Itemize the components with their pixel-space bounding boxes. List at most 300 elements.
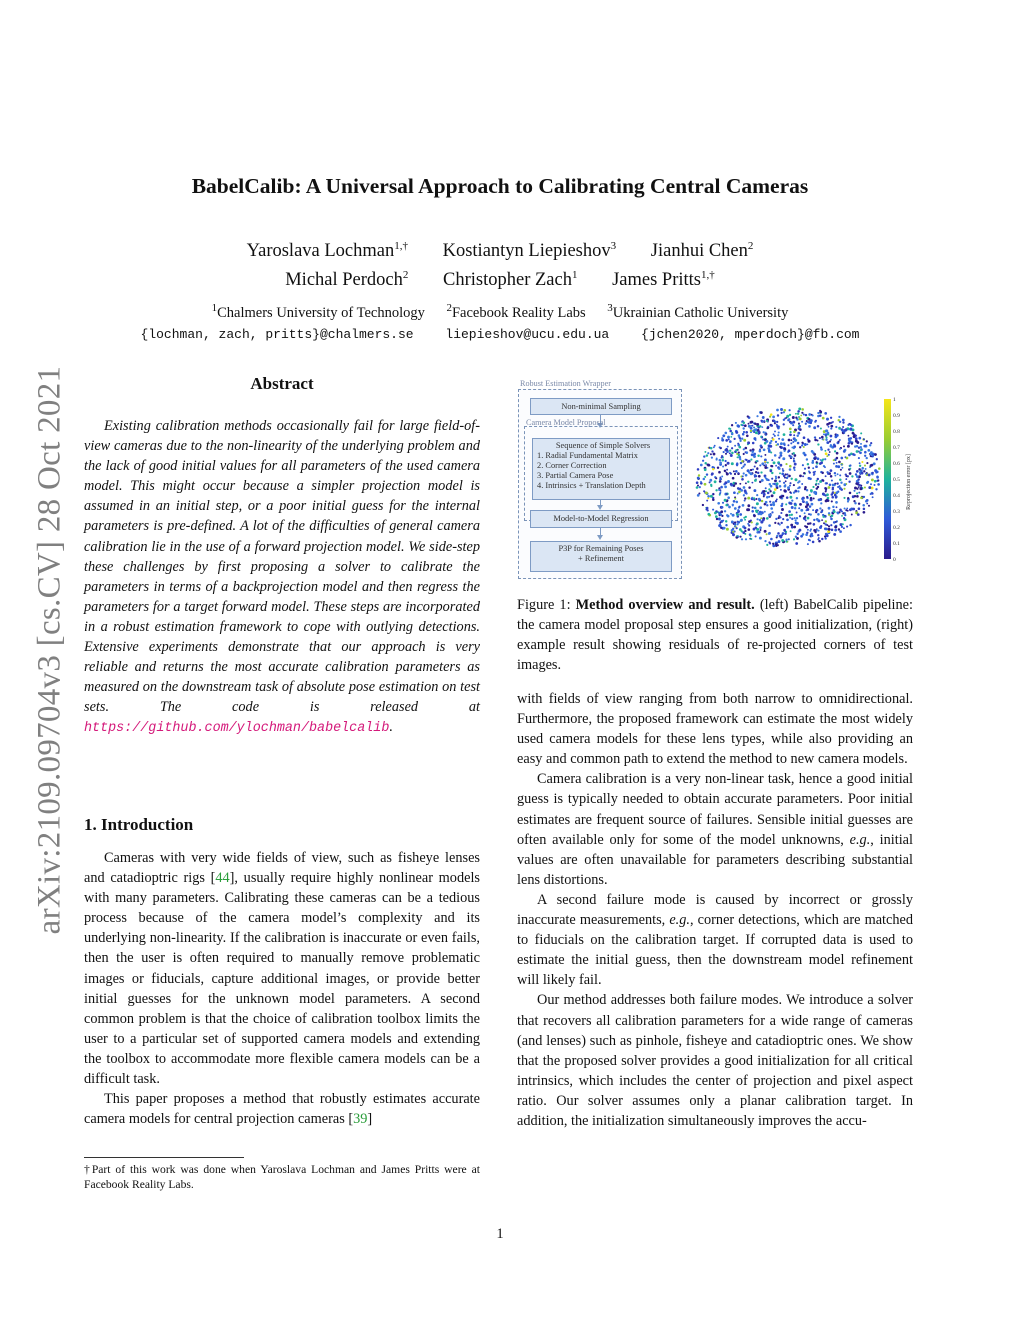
residual-point	[790, 431, 792, 433]
colorbar-ticks	[893, 397, 900, 563]
residual-point	[778, 467, 781, 470]
residual-point	[721, 475, 723, 477]
residual-point	[747, 504, 750, 507]
residual-point	[794, 439, 797, 442]
residual-point	[706, 473, 708, 475]
residual-point	[771, 459, 773, 461]
residual-point	[715, 489, 717, 491]
residual-point	[777, 443, 779, 445]
residual-point	[761, 462, 764, 465]
residual-point	[742, 433, 745, 436]
residual-point	[861, 472, 864, 475]
residual-point	[747, 528, 750, 531]
residual-point	[870, 493, 872, 495]
residual-point	[819, 411, 822, 414]
residual-point	[836, 506, 838, 508]
residual-point	[744, 530, 746, 532]
residual-point	[848, 480, 850, 482]
residual-point	[783, 433, 786, 436]
residual-point	[844, 456, 846, 458]
residual-point	[849, 423, 851, 425]
residual-point	[858, 492, 860, 494]
residual-point	[799, 446, 801, 448]
residual-point	[801, 408, 804, 411]
residual-point	[775, 441, 777, 443]
residual-point	[828, 525, 830, 527]
residual-point	[877, 479, 879, 481]
residual-point	[704, 476, 706, 478]
residual-point	[878, 467, 881, 470]
residual-point	[731, 447, 733, 449]
residual-point	[843, 483, 846, 486]
residual-point	[755, 526, 758, 529]
residual-point	[843, 488, 845, 490]
residual-point	[833, 510, 836, 513]
residual-point	[770, 413, 773, 416]
residual-point	[740, 536, 742, 538]
residual-point	[714, 480, 717, 483]
residual-point	[825, 490, 827, 492]
residual-point	[802, 533, 805, 536]
residual-point	[807, 529, 809, 531]
residual-point	[866, 457, 868, 459]
residual-point	[823, 522, 825, 524]
residual-point	[817, 425, 820, 428]
residual-point	[804, 454, 807, 457]
residual-point	[755, 535, 757, 537]
residual-point	[725, 453, 727, 455]
residual-point	[789, 496, 792, 499]
residual-point	[794, 463, 797, 466]
residual-point	[792, 416, 795, 419]
paragraph: Camera calibration is a very non-linear task, hence a good initial guess is typically needed to obtain accurate parameters. Poor initial estimates are frequent source of failures. Sensible initial guesses are often available only for some of the model unknowns, e.g., initial values are often unavailable for parameters describing substantial lens distortions.	[517, 771, 913, 888]
residual-point	[766, 517, 769, 520]
residual-point	[837, 473, 839, 475]
residual-point	[807, 421, 809, 423]
residual-point	[711, 457, 713, 459]
residual-point	[733, 500, 736, 503]
residual-point	[789, 433, 792, 436]
residual-point	[746, 435, 749, 438]
residual-point	[817, 443, 819, 445]
residual-point	[743, 439, 746, 442]
residual-point	[760, 455, 762, 457]
residual-point	[824, 458, 826, 460]
residual-point	[829, 440, 831, 442]
residual-point	[825, 528, 828, 531]
residual-point	[808, 539, 810, 541]
residual-point	[765, 434, 767, 436]
residual-point	[819, 414, 822, 417]
residual-point	[790, 442, 792, 444]
residual-point	[700, 464, 703, 467]
residual-point	[867, 449, 870, 452]
residual-point	[866, 503, 868, 505]
residual-point	[797, 410, 800, 413]
residual-point	[859, 487, 862, 490]
residual-point	[865, 473, 867, 475]
residual-point	[826, 493, 829, 496]
residual-point	[860, 446, 862, 448]
residual-point	[839, 474, 841, 476]
residual-point	[794, 507, 796, 509]
arxiv-identifier: arXiv:2109.09704v3 [cs.CV] 28 Oct 2021	[31, 365, 68, 935]
residual-point	[766, 533, 768, 535]
residual-point	[788, 510, 791, 513]
proposal-label: Camera Model Proposal	[526, 418, 606, 427]
residual-point	[841, 515, 843, 517]
residual-point	[764, 454, 766, 456]
residual-point	[819, 437, 821, 439]
residual-point	[834, 526, 837, 529]
residual-point	[776, 424, 778, 426]
residual-point	[723, 527, 726, 530]
residual-point	[745, 482, 747, 484]
residual-point	[764, 511, 766, 513]
scatter-points	[696, 407, 881, 547]
residual-point	[821, 472, 823, 474]
residual-point	[793, 484, 795, 486]
residual-point	[697, 484, 699, 486]
residual-point	[703, 478, 706, 481]
residual-point	[790, 439, 792, 441]
residual-point	[724, 499, 727, 502]
residual-point	[830, 439, 832, 441]
residual-point	[801, 444, 803, 446]
colorbar-tick-label: 0.5	[893, 477, 900, 483]
residual-point	[730, 454, 733, 457]
residual-point	[726, 450, 729, 453]
residual-point	[718, 471, 721, 474]
residual-point	[863, 508, 866, 511]
residual-point	[790, 502, 793, 505]
residual-point	[774, 454, 777, 457]
residual-point	[817, 538, 819, 540]
residual-point	[813, 471, 815, 473]
affiliation: $^1$Chalmers University of Technology	[211, 302, 425, 321]
residual-point	[794, 517, 796, 519]
residual-point	[778, 431, 780, 433]
residual-point	[804, 512, 806, 514]
residual-point	[711, 472, 714, 475]
residual-point	[750, 472, 753, 475]
residual-point	[828, 426, 830, 428]
residual-point	[821, 436, 824, 439]
residual-point	[825, 436, 827, 438]
residual-point	[712, 493, 714, 495]
residual-point	[796, 497, 798, 499]
residual-point	[750, 538, 752, 540]
residual-point	[846, 526, 848, 528]
residual-point	[789, 517, 791, 519]
residual-point	[729, 430, 732, 433]
residual-point	[780, 442, 783, 445]
residual-point	[771, 478, 773, 480]
residual-point	[722, 465, 724, 467]
residual-point	[807, 444, 809, 446]
citation-link[interactable]: 39	[353, 1111, 368, 1128]
residual-point	[791, 478, 793, 480]
residual-point	[802, 475, 804, 477]
residual-point	[845, 478, 847, 480]
residual-point	[726, 528, 729, 531]
residual-point	[729, 449, 731, 451]
residual-point	[813, 519, 815, 521]
residual-point	[861, 461, 863, 463]
residual-point	[827, 449, 829, 451]
residual-point	[856, 475, 859, 478]
residual-point	[790, 422, 793, 425]
residual-point	[738, 521, 741, 524]
residual-point	[796, 435, 798, 437]
residual-point	[759, 481, 761, 483]
residual-point	[766, 504, 768, 506]
residual-point	[802, 464, 804, 466]
residual-point	[741, 538, 743, 540]
residual-point	[758, 498, 761, 501]
paragraph: A second failure mode is caused by incorrect or grossly inaccurate measurements, e.g., corner detections, which are matched to fiducials on the calibration target. If corrupted data is used to estimate the initial guess, then the downstream model refinement will likely fail.	[517, 891, 914, 989]
residual-point	[835, 426, 837, 428]
residual-point	[770, 470, 773, 473]
colorbar-tick-label: 0.8	[893, 429, 900, 435]
residual-point	[765, 432, 767, 434]
residual-point	[766, 496, 769, 499]
residual-point	[814, 458, 817, 461]
residual-point	[774, 422, 776, 424]
residual-point	[817, 486, 819, 488]
residual-point	[731, 424, 733, 426]
residual-point	[805, 423, 807, 425]
residual-point	[842, 512, 844, 514]
residual-point	[760, 471, 762, 473]
residual-point	[843, 450, 846, 453]
residual-point	[820, 525, 822, 527]
residual-point	[750, 430, 752, 432]
page-number: 1	[496, 1226, 504, 1242]
pipeline-diagram	[518, 379, 682, 579]
residual-point	[825, 452, 828, 455]
residual-point	[743, 486, 746, 489]
residual-point	[769, 416, 771, 418]
residual-point	[729, 440, 732, 443]
solver-item: 4. Intrinsics + Translation Depth	[537, 481, 646, 490]
abstract	[84, 416, 480, 740]
residual-point	[751, 497, 753, 499]
residual-point	[770, 507, 773, 510]
residual-point	[829, 451, 831, 453]
residual-point	[810, 497, 813, 500]
residual-point	[751, 510, 754, 513]
residual-point	[751, 482, 753, 484]
residual-point	[788, 439, 791, 442]
citation-link[interactable]: 44	[215, 870, 230, 887]
residual-point	[738, 452, 740, 454]
residual-point	[838, 419, 840, 421]
residual-point	[771, 424, 774, 427]
residual-point	[795, 522, 798, 525]
residual-point	[856, 441, 859, 444]
residual-point	[826, 524, 828, 526]
residual-point	[838, 441, 840, 443]
residual-point	[822, 480, 824, 482]
paragraph: with fields of view ranging from both narrow to omnidirectional. Furthermore, the proposed framework can estimate the most widely used camera models for these lens types, while also providing an easy and common path to extend the method to new camera models.	[517, 691, 913, 768]
residual-point	[727, 436, 730, 439]
residual-point	[739, 483, 741, 485]
author: Kostiantyn Liepieshov$^3$	[442, 240, 617, 262]
residual-point	[843, 497, 845, 499]
residual-point	[759, 519, 761, 521]
residual-point	[738, 506, 740, 508]
residual-point	[877, 483, 880, 486]
residual-point	[805, 505, 808, 508]
residual-point	[797, 490, 799, 492]
residual-point	[812, 414, 814, 416]
residual-point	[829, 484, 832, 487]
residual-point	[795, 542, 798, 545]
residual-point	[704, 468, 707, 471]
residual-point	[842, 419, 845, 422]
residual-point	[843, 445, 845, 447]
residual-point	[825, 537, 827, 539]
residual-point	[767, 427, 769, 429]
residual-point	[809, 530, 811, 532]
residual-point	[770, 440, 772, 442]
residual-point	[739, 528, 742, 531]
residual-point	[707, 497, 709, 499]
residual-point	[859, 462, 861, 464]
residual-point	[745, 474, 748, 477]
residual-point	[774, 522, 776, 524]
residual-point	[793, 526, 796, 529]
residual-point	[731, 462, 734, 465]
residual-point	[808, 425, 811, 428]
arrow-icon	[600, 527, 601, 536]
residual-point	[725, 439, 728, 442]
residual-point	[781, 438, 784, 441]
residual-point	[752, 506, 754, 508]
residual-point	[820, 461, 823, 464]
intro-paragraph-1: Cameras with very wide fields of view, such as fisheye lenses and catadioptric rigs [44], usually require highly nonlinear models with many parameters. Calibrating these cameras can be a tedious process because of the camera model’s complexity and its underlying non-linearity. If the calibration is inaccurate or even fails, then the user is often required to manually remove problematic images or fiducials, capture additional images, or provide better initial guesses for the unknown model parameters. A second common problem is that the choice of calibration toolbox limits the user to a particular set of supported camera models and extending the toolbox to accommodate more flexible camera models can be a difficult task.	[84, 850, 480, 1088]
residual-point	[718, 518, 721, 521]
residual-point	[759, 425, 762, 428]
residual-point	[768, 445, 771, 448]
residual-point	[742, 424, 744, 426]
residual-point	[717, 466, 719, 468]
residual-point	[752, 442, 755, 445]
residual-point	[784, 530, 786, 532]
residual-point	[773, 491, 776, 494]
residual-point	[764, 466, 767, 469]
residual-point	[753, 426, 755, 428]
residual-point	[803, 413, 805, 415]
residual-point	[777, 434, 779, 436]
residual-point	[825, 438, 827, 440]
residual-point	[696, 486, 699, 489]
residual-point	[743, 517, 745, 519]
residual-point	[728, 438, 730, 440]
code-link[interactable]: https://github.com/ylochman/babelcalib	[84, 721, 390, 737]
residual-point	[744, 463, 746, 465]
residual-point	[857, 478, 859, 480]
residual-point	[858, 502, 860, 504]
residual-point	[798, 425, 801, 428]
residual-point	[873, 462, 876, 465]
residual-point	[743, 421, 746, 424]
residual-point	[858, 437, 861, 440]
residual-point	[866, 440, 868, 442]
residual-point	[760, 436, 762, 438]
residual-point	[735, 422, 737, 424]
residual-point	[786, 518, 789, 521]
residual-point	[808, 467, 810, 469]
residual-point	[762, 438, 764, 440]
residual-point	[868, 505, 870, 507]
residual-point	[779, 485, 782, 488]
residual-point	[736, 462, 738, 464]
residual-point	[700, 481, 702, 483]
residual-point	[754, 507, 756, 509]
residual-point	[751, 450, 754, 453]
residual-point	[739, 513, 742, 516]
author: Christopher Zach$^1$	[443, 269, 578, 291]
residual-point	[793, 431, 796, 434]
residual-point	[753, 437, 756, 440]
residual-point	[736, 501, 739, 504]
wrapper-label: Robust Estimation Wrapper	[520, 379, 611, 388]
solvers-box	[532, 438, 670, 500]
residual-point	[736, 527, 738, 529]
residual-point	[830, 475, 833, 478]
residual-point	[796, 533, 798, 535]
residual-point	[857, 482, 859, 484]
colorbar-tick-label: 0	[893, 557, 896, 563]
residual-point	[852, 432, 855, 435]
residual-point	[849, 464, 851, 466]
residual-point	[831, 529, 834, 532]
residual-point	[735, 470, 738, 473]
residual-point	[771, 511, 773, 513]
residual-point	[738, 446, 741, 449]
residual-point	[787, 476, 789, 478]
residual-point	[765, 501, 768, 504]
residual-point	[822, 516, 824, 518]
residual-point	[714, 512, 717, 515]
residual-point	[753, 489, 756, 492]
residual-point	[720, 514, 722, 516]
residual-point	[704, 483, 707, 486]
residual-point	[854, 495, 856, 497]
abstract-heading: Abstract	[250, 374, 314, 393]
residual-point	[747, 481, 749, 483]
residual-point	[723, 451, 725, 453]
colorbar-tick-label: 0.1	[893, 541, 900, 547]
residual-point	[789, 485, 791, 487]
residual-point	[826, 499, 828, 501]
residual-point	[798, 422, 800, 424]
residual-point	[707, 452, 709, 454]
author: Michal Perdoch$^2$	[285, 269, 409, 291]
residual-point	[773, 461, 776, 464]
residual-point	[768, 514, 771, 517]
residual-point	[764, 476, 766, 478]
residual-point	[780, 454, 783, 457]
residual-point	[784, 533, 786, 535]
residual-point	[864, 464, 866, 466]
residual-point	[793, 447, 795, 449]
residual-point	[806, 532, 808, 534]
residual-point	[821, 519, 823, 521]
residual-point	[843, 517, 845, 519]
